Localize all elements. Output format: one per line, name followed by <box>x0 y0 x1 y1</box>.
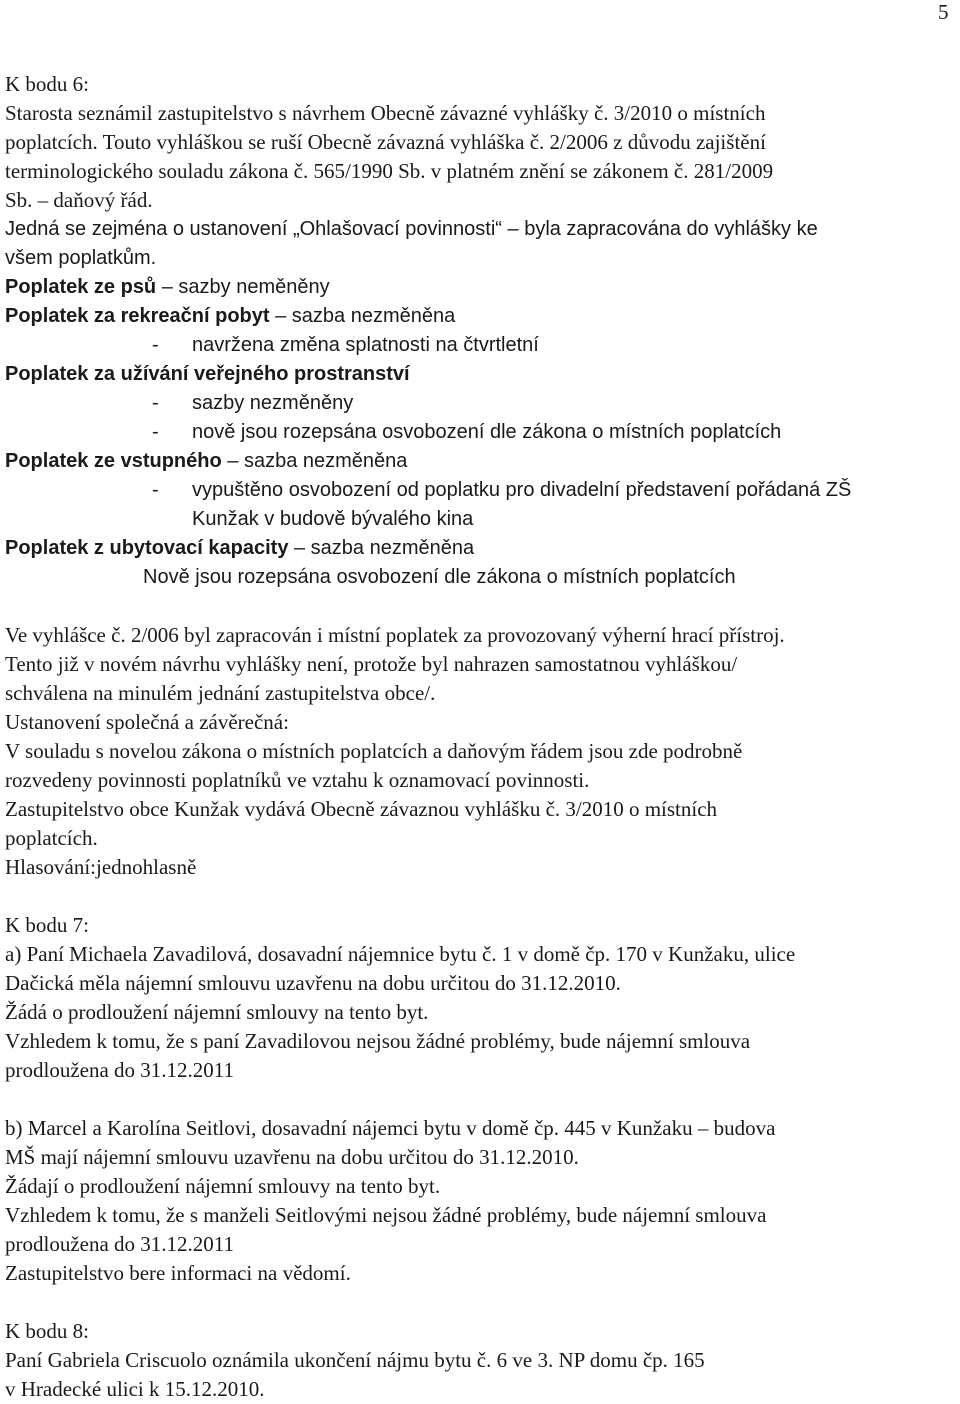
paragraph-line: Ustanovení společná a závěrečná: <box>5 710 289 734</box>
section-bod-7 <box>5 911 955 1288</box>
paragraph-line: Ve vyhlášce č. 2/006 byl zapracován i místní poplatek za provozovaný výherní hrací přístroj. <box>5 623 785 647</box>
fee-line <box>5 534 955 563</box>
spacer <box>5 592 955 621</box>
fee-name: Poplatek za užívání veřejného prostranství <box>5 363 410 385</box>
indented-line: Nově jsou rozepsána osvobození dle zákona o místních poplatcích <box>143 566 736 588</box>
fee-note: – sazba nezměněna <box>269 305 456 327</box>
dash-bullet: - <box>152 392 159 414</box>
dash-bullet: - <box>152 334 159 356</box>
section-heading: K bodu 7: <box>5 913 89 937</box>
list-item-text: navržena změna splatnosti na čtvrtletní <box>192 334 539 356</box>
fee-name: Poplatek za rekreační pobyt <box>5 305 270 327</box>
list-item <box>5 476 955 505</box>
list-item-text: vypuštěno osvobození od poplatku pro divadelní představení pořádaná ZŠ <box>192 479 852 501</box>
fee-name: Poplatek ze psů <box>5 276 157 298</box>
list-item-text: nově jsou rozepsána osvobození dle zákona o místních poplatcích <box>192 421 782 443</box>
paragraph-line: Dačická měla nájemní smlouvu uzavřenu na dobu určitou do 31.12.2010. <box>5 971 621 995</box>
paragraph-line: Zastupitelstvo bere informaci na vědomí. <box>5 1261 351 1285</box>
paragraph-line: poplatcích. Touto vyhláškou se ruší Obecně závazná vyhláška č. 2/2006 z důvodu zajištění <box>5 130 766 154</box>
fee-note: – sazba nezměněna <box>288 537 475 559</box>
list-item <box>5 418 955 447</box>
fee-line <box>5 360 955 389</box>
paragraph-line: Jedná se zejména o ustanovení „Ohlašovací povinnosti“ – byla zapracována do vyhlášky ke <box>5 218 818 240</box>
paragraph-line: Zastupitelstvo obce Kunžak vydává Obecně závaznou vyhlášku č. 3/2010 o místních <box>5 797 718 821</box>
fee-note: – sazby neměněny <box>156 276 330 298</box>
paragraph-line: poplatcích. <box>5 826 98 850</box>
fee-line <box>5 302 955 331</box>
fee-line <box>5 447 955 476</box>
list-item-continuation: Kunžak v budově bývalého kina <box>192 508 474 530</box>
paragraph-line: v Hradecké ulici k 15.12.2010. <box>5 1377 265 1401</box>
paragraph-line: Vzhledem k tomu, že s paní Zavadilovou nejsou žádné problémy, bude nájemní smlouva <box>5 1029 751 1053</box>
list-item-text: sazby nezměněny <box>192 392 354 414</box>
paragraph-line: b) Marcel a Karolína Seitlovi, dosavadní nájemci bytu v domě čp. 445 v Kunžaku – budova <box>5 1116 776 1140</box>
document-body <box>5 70 955 1404</box>
paragraph-line: Starosta seznámil zastupitelstvo s návrhem Obecně závazné vyhlášky č. 3/2010 o místních <box>5 101 766 125</box>
paragraph-line: Tento již v novém návrhu vyhlášky není, protože byl nahrazen samostatnou vyhláškou/ <box>5 652 738 676</box>
paragraph-line: V souladu s novelou zákona o místních poplatcích a daňovým řádem jsou zde podrobně <box>5 739 743 763</box>
paragraph-line: Žádá o prodloužení nájemní smlouvy na tento byt. <box>5 1000 429 1024</box>
fee-note: – sazba nezměněna <box>221 450 408 472</box>
section-bod-8 <box>5 1317 955 1404</box>
fee-name: Poplatek ze vstupného <box>5 450 222 472</box>
paragraph-line: prodloužena do 31.12.2011 <box>5 1232 235 1256</box>
list-item <box>5 331 955 360</box>
section-heading: K bodu 6: <box>5 72 89 96</box>
fee-name: Poplatek z ubytovací kapacity <box>5 537 289 559</box>
paragraph-line: a) Paní Michaela Zavadilová, dosavadní nájemnice bytu č. 1 v domě čp. 170 v Kunžaku, ulice <box>5 942 796 966</box>
paragraph-line: terminologického souladu zákona č. 565/1990 Sb. v platném znění se zákonem č. 281/2009 <box>5 159 774 183</box>
dash-bullet: - <box>152 479 159 501</box>
paragraph-line: Sb. – daňový řád. <box>5 188 153 212</box>
fee-line <box>5 273 955 302</box>
spacer <box>5 1085 955 1114</box>
paragraph-line: rozvedeny povinnosti poplatníků ve vztahu k oznamovací povinnosti. <box>5 768 590 792</box>
page-number: 5 <box>938 0 949 24</box>
paragraph-line: Vzhledem k tomu, že s manželi Seitlovými nejsou žádné problémy, bude nájemní smlouva <box>5 1203 767 1227</box>
paragraph-line: prodloužena do 31.12.2011 <box>5 1058 235 1082</box>
spacer <box>5 1288 955 1317</box>
paragraph-line: Paní Gabriela Criscuolo oznámila ukončení nájmu bytu č. 6 ve 3. NP domu čp. 165 <box>5 1348 705 1372</box>
section-heading: K bodu 8: <box>5 1319 89 1343</box>
paragraph-line: MŠ mají nájemní smlouvu uzavřenu na dobu určitou do 31.12.2010. <box>5 1145 579 1169</box>
paragraph-line: Žádají o prodloužení nájemní smlouvy na tento byt. <box>5 1174 441 1198</box>
paragraph-line: všem poplatkům. <box>5 247 157 269</box>
list-item <box>5 389 955 418</box>
paragraph-line: schválena na minulém jednání zastupitelstva obce/. <box>5 681 436 705</box>
paragraph-line: Hlasování:jednohlasně <box>5 855 197 879</box>
dash-bullet: - <box>152 421 159 443</box>
spacer <box>5 882 955 911</box>
section-bod-6 <box>5 70 955 882</box>
